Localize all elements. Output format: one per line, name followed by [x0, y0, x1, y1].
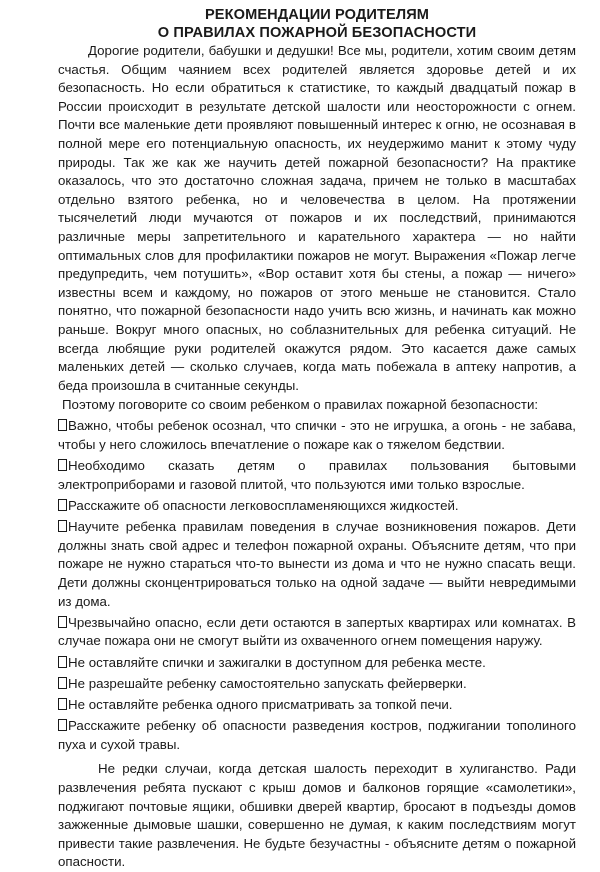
rule-item — [58, 717, 576, 754]
checkbox-bullet-icon — [58, 677, 67, 689]
checkbox-bullet-icon — [58, 616, 67, 628]
rule-item-text: Научите ребенка правилам поведения в случае возникновения пожаров. Дети должны знать свой адрес и телефон пожарной охраны. Объясните детям, что при пожаре не нужно стараться что-то вынести из дома и что не нужно спасать вещи. Дети должны сконцентрироваться только на одной задаче — выйти невредимыми из дома. — [58, 519, 576, 609]
rule-item-text: Не оставляйте спички и зажигалки в доступном для ребенка месте. — [68, 654, 486, 670]
rule-item — [58, 696, 576, 715]
rule-item-text: Расскажите об опасности легковоспламеняющихся жидкостей. — [68, 498, 459, 514]
checkbox-bullet-icon — [58, 698, 67, 710]
intro-paragraph: Дорогие родители, бабушки и дедушки! Все мы, родители, хотим своим детям счастья. Общим чаянием всех родителей является здоровье детей и их безопасность. Но если обратиться к статистике, то каждый двадцатый пожар в России происходит в результате детской шалости или неосторожности с огнем. Почти все маленькие дети проявляют повышенный интерес к огню, не осознавая в полной мере его потенциальную опасность, их неудержимо манит к этому чуду природы. Так же как же научить детей пожарной безопасности? На практике оказалось, что это достаточно сложная задача, причем не только в масштабах отдельно взятого ребенка, но и человечества в целом. На протяжении тысячелетий люди мучаются от пожаров и их последствий, принимаются различные меры запретительного и карательного характера — но найти оптимальных слов для профилактики пожаров не могут. Выражения «Пожар легче предупредить, чем потушить», «Вор оставит хотя бы стены, а пожар — ничего» известны всем и каждому, но пожаров от этого меньше не становится. Стало понятно, что пожарной безопасности надо учить всю жизнь, и начинать как можно раньше. Вокруг много опасных, но соблазнительных для ребенка ситуаций. Не всегда любящие руки родителей окажутся рядом. Это касается даже самых маленьких детей — сколько случаев, когда мать побежала в аптеку напротив, а беда произошла в считанные секунды. — [58, 43, 576, 393]
title-line-1: РЕКОМЕНДАЦИИ РОДИТЕЛЯМ — [204, 7, 430, 23]
rule-item — [58, 675, 576, 694]
rule-item-text: Расскажите ребенку об опасности разведения костров, поджигании тополиного пуха и сухой травы. — [58, 718, 576, 752]
checkbox-bullet-icon — [58, 419, 67, 431]
checkbox-bullet-icon — [58, 499, 67, 511]
rule-item — [58, 518, 576, 611]
closing-paragraph: Не редки случаи, когда детская шалость переходит в хулиганство. Ради развлечения ребята пускают с крыш домов и балконов горящие «самолетики», поджигают почтовые ящики, обшивки дверей квартир, бросают в подъезды домов зажженные дымовые шашки, совершенно не думая, к каким последствиям могут привести такие развлечения. Не будьте безучастны - объясните детям о пожарной опасности. — [58, 761, 576, 870]
rule-item — [58, 654, 576, 673]
rule-item — [58, 457, 576, 494]
rule-item-text: Не оставляйте ребенка одного присматривать за топкой печи. — [68, 696, 453, 712]
checkbox-bullet-icon — [58, 520, 67, 532]
checkbox-bullet-icon — [58, 459, 67, 471]
rule-item-text: Чрезвычайно опасно, если дети остаются в запертых квартирах или комнатах. В случае пожара они не смогут выйти из охваченного огнем помещения наружу. — [58, 614, 576, 649]
rule-item-text: Не разрешайте ребенку самостоятельно запускать фейерверки. — [68, 675, 467, 691]
rule-item-text: Необходимо сказать детям о правилах пользования бытовыми электроприборами и газовой плитой, что пользуются ими только взрослые. — [58, 458, 576, 492]
document-title — [58, 6, 576, 42]
rules-lead-in: Поэтому поговорите со своим ребенком о правилах пожарной безопасности: — [62, 397, 539, 413]
rule-item — [58, 497, 576, 516]
rule-item — [58, 417, 576, 454]
checkbox-bullet-icon — [58, 656, 67, 668]
rule-item-text: Важно, чтобы ребенок осознал, что спички - это не игрушка, а огонь - не забава, чтобы у него сложилось впечатление о пожаре как о тяжелом бедствии. — [58, 418, 576, 453]
title-line-2: О ПРАВИЛАХ ПОЖАРНОЙ БЕЗОПАСНОСТИ — [157, 25, 477, 41]
checkbox-bullet-icon — [58, 719, 67, 731]
rule-item — [58, 614, 576, 651]
